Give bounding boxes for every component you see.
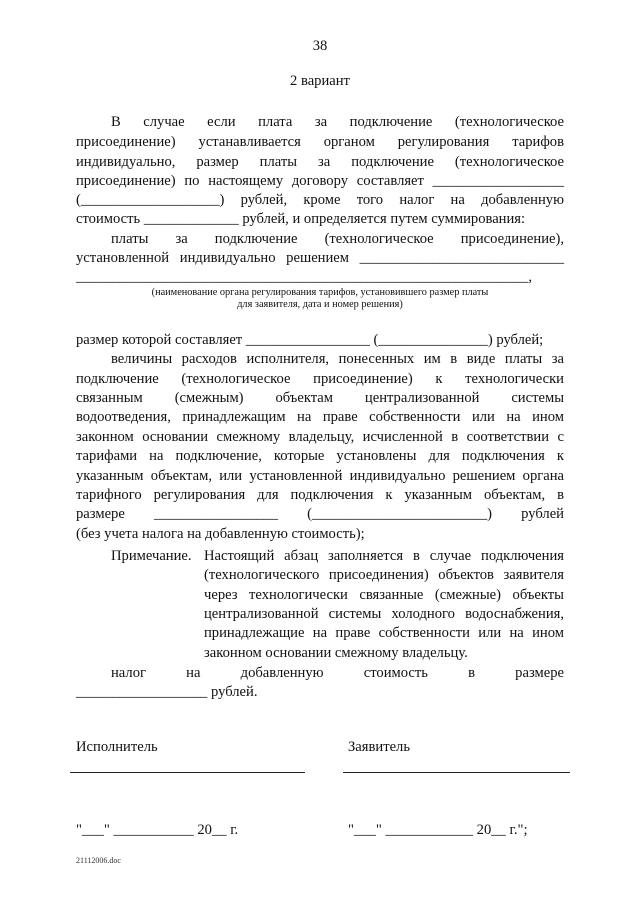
paragraph1-line: присоединение) по настоящему договору составляет __________________ [76,173,564,189]
paragraph1-line: (___________________) рублей, кроме того налог на добавленную [76,192,564,208]
executor-date: "___" ___________ 20__ г. [76,822,239,838]
paragraph4-line: водоотведения, принадлежащим на праве собственности или на ином [76,409,564,425]
note-line: (технологического присоединения) объектов заявителя [204,567,564,583]
applicant-signature-line [343,772,570,773]
executor-signature-line [70,772,305,773]
paragraph4-line: тарифами на подключение, которые установлены для подключения к [76,448,564,464]
note-line: Настоящий абзац заполняется в случае подключения [204,548,564,564]
note-line: принадлежащие на праве собственности или на ином [204,625,564,641]
footer-filename: 21112006.doc [76,856,121,865]
page-number: 38 [312,38,328,54]
variant-title: 2 вариант [290,73,350,89]
paragraph4-line: величины расходов исполнителя, понесенных им в виде платы за [111,351,564,367]
caption-line: для заявителя, дата и номер решения) [237,299,403,310]
paragraph1-line: стоимость _____________ рублей, и определяется путем суммирования: [76,211,526,227]
paragraph1-line: индивидуально, размер платы за подключение (технологическое [76,154,564,170]
applicant-label: Заявитель [348,739,410,755]
note-line: законном основании смежному владельцу. [204,645,468,661]
paragraph4-line: законном основании смежному владельцу, исчисленной в соответствии с [76,429,564,445]
note-label: Примечание. [111,548,192,564]
paragraph2-line: ______________________________________________________________, [76,269,533,285]
paragraph4-line: тарифного регулирования для подключения к указанным объектам, в [76,487,564,503]
paragraph4-line: размере _________________ (________________________) рублей [76,506,564,522]
applicant-date: "___" ____________ 20__ г."; [348,822,528,838]
paragraph4-line: указанным объектам, или установленной индивидуально решением органа [76,468,564,484]
paragraph5-line: налог на добавленную стоимость в размере [111,665,564,681]
note-line: через технологически связанные (смежные) объекты [204,587,564,603]
paragraph2-line: платы за подключение (технологическое присоединение), [111,231,564,247]
paragraph5-line: __________________ рублей. [76,684,258,700]
executor-label: Исполнитель [76,739,158,755]
note-line: централизованной системы холодного водоснабжения, [204,606,564,622]
paragraph1-line: В случае если плата за подключение (технологическое [111,114,564,130]
paragraph3: размер которой составляет _________________ (_______________) рублей; [76,332,544,348]
paragraph1-line: присоединение) устанавливается органом регулирования тарифов [76,134,564,150]
paragraph4-line: подключение (технологическое присоединение) к технологически [76,371,564,387]
caption-line: (наименование органа регулирования тарифов, установившего размер платы [151,287,489,298]
paragraph4-line: связанным (смежным) объектам централизованной системы [76,390,564,406]
paragraph4-line: (без учета налога на добавленную стоимость); [76,526,365,542]
paragraph2-line: установленной индивидуально решением ____________________________ [76,250,564,266]
